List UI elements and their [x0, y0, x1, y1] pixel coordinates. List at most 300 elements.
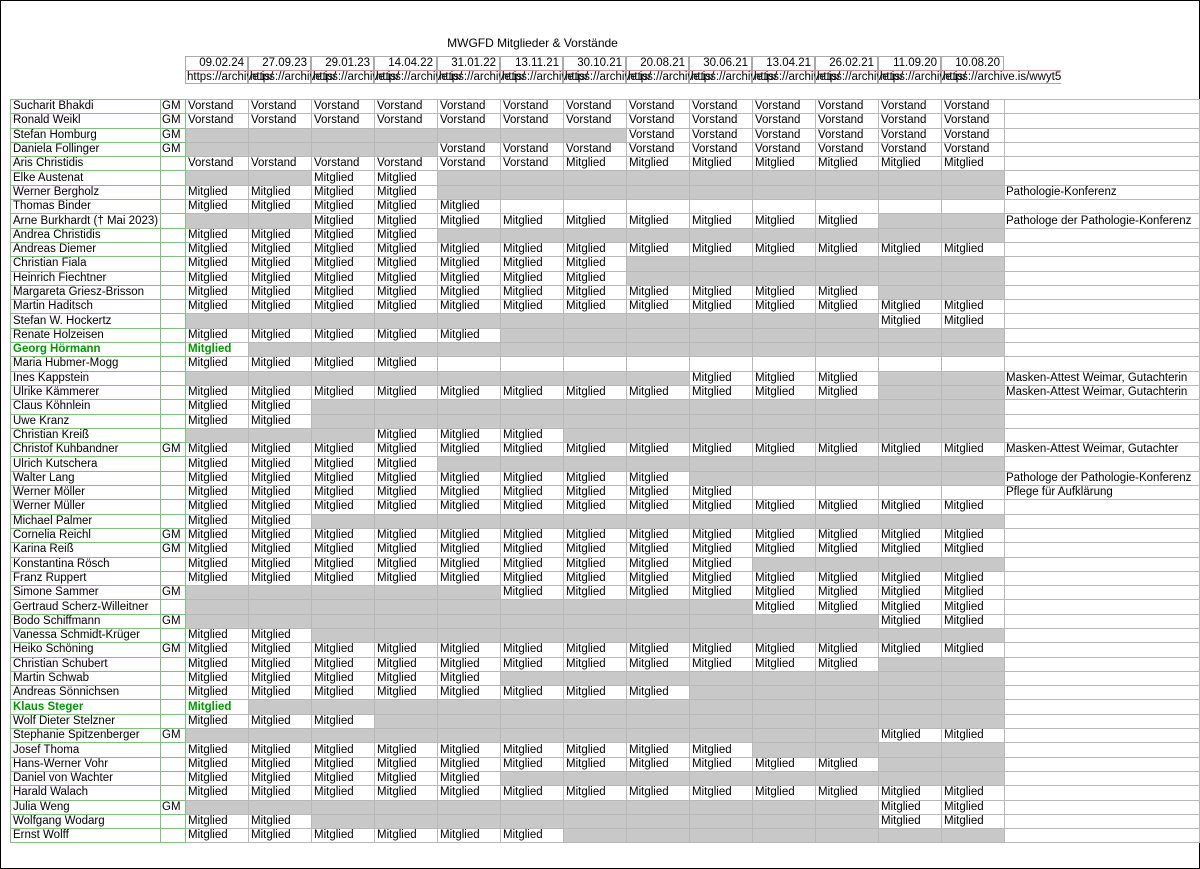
member-name: Simone Sammer: [11, 586, 161, 600]
member-name: Daniel von Wachter: [11, 771, 161, 785]
status-cell: Mitglied: [816, 214, 879, 228]
status-cell: [753, 257, 816, 271]
status-cell: Mitglied: [942, 314, 1005, 328]
note-cell: [1005, 700, 1200, 714]
status-cell: [438, 814, 501, 828]
member-name: Andreas Diemer: [11, 242, 161, 256]
status-cell: [564, 414, 627, 428]
table-row: [11, 457, 1200, 471]
status-cell: [690, 343, 753, 357]
note-cell: [1005, 114, 1200, 128]
status-cell: [816, 228, 879, 242]
status-cell: [312, 400, 375, 414]
status-cell: Mitglied: [564, 557, 627, 571]
status-cell: [690, 700, 753, 714]
status-cell: Mitglied: [564, 757, 627, 771]
status-cell: [816, 800, 879, 814]
member-name: Werner Bergholz: [11, 185, 161, 199]
status-cell: Mitglied: [501, 829, 564, 843]
table-row: [11, 171, 1200, 185]
status-cell: Mitglied: [312, 171, 375, 185]
status-cell: Mitglied: [816, 543, 879, 557]
status-cell: Mitglied: [438, 786, 501, 800]
gm-marker: [161, 671, 186, 685]
status-cell: [627, 771, 690, 785]
status-cell: [942, 457, 1005, 471]
status-cell: Mitglied: [375, 328, 438, 342]
status-cell: Mitglied: [249, 228, 312, 242]
status-cell: [249, 700, 312, 714]
status-cell: Mitglied: [816, 285, 879, 299]
status-cell: Mitglied: [879, 643, 942, 657]
status-cell: Mitglied: [312, 829, 375, 843]
status-cell: Mitglied: [375, 242, 438, 256]
status-cell: [816, 200, 879, 214]
status-cell: [501, 200, 564, 214]
status-cell: Mitglied: [375, 743, 438, 757]
status-cell: [375, 128, 438, 142]
status-cell: Vorstand: [627, 100, 690, 114]
status-cell: Mitglied: [942, 586, 1005, 600]
status-cell: [312, 343, 375, 357]
date-header-cell: 27.09.23: [248, 56, 311, 70]
status-cell: Mitglied: [186, 357, 249, 371]
status-cell: [879, 385, 942, 399]
status-cell: [753, 814, 816, 828]
status-cell: [501, 314, 564, 328]
status-cell: Mitglied: [249, 443, 312, 457]
status-cell: [438, 357, 501, 371]
note-cell: [1005, 786, 1200, 800]
status-cell: Mitglied: [564, 528, 627, 542]
status-cell: [690, 514, 753, 528]
status-cell: Mitglied: [753, 528, 816, 542]
archive-link[interactable]: https://archive.is/: [628, 71, 715, 83]
status-cell: Vorstand: [879, 114, 942, 128]
status-cell: [690, 328, 753, 342]
status-cell: Vorstand: [816, 128, 879, 142]
status-cell: [816, 557, 879, 571]
status-cell: Vorstand: [816, 142, 879, 156]
archive-link[interactable]: https://archive.is/: [880, 71, 967, 83]
note-cell: [1005, 643, 1200, 657]
date-header-cell: 20.08.21: [626, 56, 689, 70]
member-name: Arne Burkhardt († Mai 2023): [11, 214, 161, 228]
member-name: Franz Ruppert: [11, 571, 161, 585]
status-cell: [879, 700, 942, 714]
archive-link[interactable]: https://archive.is/: [565, 71, 652, 83]
status-cell: Vorstand: [438, 114, 501, 128]
status-cell: [690, 471, 753, 485]
status-cell: [879, 829, 942, 843]
status-cell: Mitglied: [312, 571, 375, 585]
status-cell: Mitglied: [312, 214, 375, 228]
member-name: Maria Hubmer-Mogg: [11, 357, 161, 371]
status-cell: Mitglied: [186, 528, 249, 542]
status-cell: Mitglied: [438, 271, 501, 285]
table-row: [11, 571, 1200, 585]
status-cell: Mitglied: [879, 614, 942, 628]
member-name: Cornelia Reichl: [11, 528, 161, 542]
status-cell: [186, 428, 249, 442]
status-cell: [312, 700, 375, 714]
status-cell: Mitglied: [438, 328, 501, 342]
status-cell: [816, 185, 879, 199]
status-cell: Mitglied: [816, 443, 879, 457]
status-cell: Mitglied: [375, 214, 438, 228]
archive-link[interactable]: https://archive.is/: [502, 71, 589, 83]
gm-marker: [161, 786, 186, 800]
table-row: [11, 114, 1200, 128]
status-cell: Mitglied: [312, 200, 375, 214]
status-cell: [879, 557, 942, 571]
status-cell: [690, 314, 753, 328]
status-cell: Mitglied: [690, 285, 753, 299]
status-cell: Mitglied: [249, 628, 312, 642]
status-cell: Mitglied: [438, 686, 501, 700]
status-cell: Vorstand: [690, 128, 753, 142]
status-cell: [375, 314, 438, 328]
status-cell: Mitglied: [690, 757, 753, 771]
status-cell: [375, 586, 438, 600]
members-table: [10, 99, 1200, 843]
status-cell: [690, 686, 753, 700]
table-row: [11, 357, 1200, 371]
status-cell: [879, 171, 942, 185]
status-cell: [690, 414, 753, 428]
note-cell: [1005, 514, 1200, 528]
status-cell: Mitglied: [627, 471, 690, 485]
status-cell: [753, 414, 816, 428]
status-cell: Mitglied: [690, 657, 753, 671]
gm-marker: [161, 385, 186, 399]
status-cell: Mitglied: [375, 300, 438, 314]
status-cell: Mitglied: [186, 200, 249, 214]
table-row: [11, 385, 1200, 399]
status-cell: [627, 314, 690, 328]
status-cell: [564, 228, 627, 242]
status-cell: [564, 514, 627, 528]
status-cell: Mitglied: [312, 743, 375, 757]
table-row: [11, 557, 1200, 571]
status-cell: [879, 343, 942, 357]
status-cell: [753, 743, 816, 757]
status-cell: Mitglied: [753, 214, 816, 228]
member-name: Christian Kreiß: [11, 428, 161, 442]
status-cell: Mitglied: [375, 757, 438, 771]
status-cell: Mitglied: [249, 743, 312, 757]
status-cell: Mitglied: [249, 285, 312, 299]
status-cell: Mitglied: [501, 571, 564, 585]
status-cell: [438, 185, 501, 199]
status-cell: [816, 314, 879, 328]
status-cell: [438, 228, 501, 242]
table-row: [11, 829, 1200, 843]
status-cell: [564, 700, 627, 714]
gm-marker: GM: [161, 128, 186, 142]
status-cell: [753, 185, 816, 199]
status-cell: [501, 628, 564, 642]
status-cell: Mitglied: [438, 486, 501, 500]
status-cell: [627, 614, 690, 628]
table-row: [11, 443, 1200, 457]
gm-marker: [161, 414, 186, 428]
status-cell: Mitglied: [249, 271, 312, 285]
status-cell: [627, 171, 690, 185]
status-cell: Mitglied: [627, 214, 690, 228]
status-cell: Mitglied: [564, 242, 627, 256]
status-cell: [690, 771, 753, 785]
status-cell: Mitglied: [753, 600, 816, 614]
member-name: Sucharit Bhakdi: [11, 100, 161, 114]
date-header-cell: 13.04.21: [752, 56, 815, 70]
status-cell: [690, 400, 753, 414]
status-cell: [816, 271, 879, 285]
status-cell: Mitglied: [249, 571, 312, 585]
status-cell: [879, 400, 942, 414]
archive-link[interactable]: https://archive.is/: [754, 71, 841, 83]
note-cell: [1005, 814, 1200, 828]
archive-link[interactable]: https://archive.is/: [691, 71, 778, 83]
note-cell: Pflege für Aufklärung: [1005, 486, 1200, 500]
status-cell: Mitglied: [501, 486, 564, 500]
table-row: [11, 328, 1200, 342]
status-cell: [942, 628, 1005, 642]
status-cell: [690, 428, 753, 442]
status-cell: Mitglied: [690, 500, 753, 514]
status-cell: Vorstand: [501, 100, 564, 114]
status-cell: [879, 657, 942, 671]
status-cell: Mitglied: [879, 600, 942, 614]
status-cell: [690, 185, 753, 199]
status-cell: Vorstand: [879, 142, 942, 156]
status-cell: Mitglied: [501, 257, 564, 271]
status-cell: [501, 814, 564, 828]
status-cell: Mitglied: [879, 814, 942, 828]
status-cell: [438, 700, 501, 714]
status-cell: [438, 729, 501, 743]
status-cell: Vorstand: [501, 142, 564, 156]
status-cell: Mitglied: [627, 443, 690, 457]
status-cell: Mitglied: [690, 242, 753, 256]
status-cell: [249, 314, 312, 328]
status-cell: Mitglied: [249, 829, 312, 843]
status-cell: [375, 371, 438, 385]
note-cell: [1005, 729, 1200, 743]
status-cell: [816, 257, 879, 271]
status-cell: Mitglied: [879, 571, 942, 585]
status-cell: Mitglied: [312, 686, 375, 700]
note-cell: [1005, 428, 1200, 442]
archive-link[interactable]: https://archive.is/: [439, 71, 526, 83]
gm-marker: [161, 371, 186, 385]
status-cell: [501, 400, 564, 414]
status-cell: Mitglied: [438, 771, 501, 785]
status-cell: [753, 686, 816, 700]
status-cell: Mitglied: [690, 557, 753, 571]
status-cell: [501, 328, 564, 342]
note-cell: [1005, 557, 1200, 571]
archive-link[interactable]: https://archive.is/wwyt5: [943, 71, 1062, 83]
status-cell: Mitglied: [186, 414, 249, 428]
archive-link[interactable]: https://archive.is/: [250, 71, 337, 83]
status-cell: Mitglied: [375, 428, 438, 442]
status-cell: [879, 271, 942, 285]
status-cell: Mitglied: [627, 743, 690, 757]
status-cell: Mitglied: [249, 471, 312, 485]
gm-marker: GM: [161, 614, 186, 628]
status-cell: Mitglied: [564, 657, 627, 671]
status-cell: Vorstand: [753, 100, 816, 114]
status-cell: [564, 428, 627, 442]
member-name: Andrea Christidis: [11, 228, 161, 242]
status-cell: Mitglied: [312, 357, 375, 371]
status-cell: Mitglied: [753, 385, 816, 399]
status-cell: Mitglied: [438, 214, 501, 228]
status-cell: Mitglied: [375, 829, 438, 843]
status-cell: [312, 371, 375, 385]
status-cell: Mitglied: [753, 242, 816, 256]
status-cell: Mitglied: [627, 571, 690, 585]
note-cell: [1005, 328, 1200, 342]
status-cell: Mitglied: [501, 271, 564, 285]
note-cell: [1005, 228, 1200, 242]
status-cell: Vorstand: [501, 114, 564, 128]
status-cell: Mitglied: [501, 543, 564, 557]
status-cell: Mitglied: [816, 757, 879, 771]
table-row: [11, 100, 1200, 114]
status-cell: Mitglied: [249, 257, 312, 271]
status-cell: Mitglied: [564, 786, 627, 800]
status-cell: [249, 171, 312, 185]
table-row: [11, 228, 1200, 242]
archive-link[interactable]: https://archive.is/: [817, 71, 904, 83]
status-cell: Mitglied: [249, 757, 312, 771]
status-cell: Mitglied: [312, 486, 375, 500]
status-cell: Mitglied: [186, 400, 249, 414]
status-cell: Vorstand: [312, 100, 375, 114]
status-cell: Vorstand: [438, 157, 501, 171]
status-cell: [564, 128, 627, 142]
status-cell: Mitglied: [438, 443, 501, 457]
status-cell: [501, 185, 564, 199]
status-cell: [627, 357, 690, 371]
table-row: [11, 200, 1200, 214]
gm-marker: [161, 743, 186, 757]
status-cell: Vorstand: [438, 100, 501, 114]
status-cell: Mitglied: [816, 371, 879, 385]
note-cell: [1005, 829, 1200, 843]
status-cell: Vorstand: [753, 128, 816, 142]
status-cell: [816, 357, 879, 371]
status-cell: [564, 314, 627, 328]
gm-marker: [161, 486, 186, 500]
gm-marker: [161, 285, 186, 299]
status-cell: [564, 771, 627, 785]
status-cell: [753, 328, 816, 342]
status-cell: Mitglied: [375, 271, 438, 285]
status-cell: Mitglied: [879, 528, 942, 542]
note-cell: [1005, 242, 1200, 256]
status-cell: [627, 700, 690, 714]
status-cell: Mitglied: [186, 471, 249, 485]
status-cell: [879, 757, 942, 771]
status-cell: [627, 328, 690, 342]
status-cell: Mitglied: [438, 285, 501, 299]
status-cell: [816, 714, 879, 728]
status-cell: Mitglied: [375, 200, 438, 214]
status-cell: [753, 357, 816, 371]
archive-link[interactable]: https://archive.is/: [187, 71, 274, 83]
status-cell: Mitglied: [690, 486, 753, 500]
status-cell: [186, 314, 249, 328]
archive-link[interactable]: https://archive.is/: [376, 71, 463, 83]
status-cell: Mitglied: [501, 300, 564, 314]
status-cell: [627, 343, 690, 357]
status-cell: [690, 200, 753, 214]
table-row: [11, 257, 1200, 271]
note-cell: [1005, 743, 1200, 757]
member-name: Werner Möller: [11, 486, 161, 500]
table-row: [11, 371, 1200, 385]
note-cell: [1005, 128, 1200, 142]
status-cell: Mitglied: [816, 657, 879, 671]
status-cell: Mitglied: [942, 443, 1005, 457]
table-row: [11, 700, 1200, 714]
gm-marker: [161, 757, 186, 771]
status-cell: [753, 200, 816, 214]
status-cell: [249, 371, 312, 385]
status-cell: Mitglied: [438, 500, 501, 514]
status-cell: Mitglied: [375, 457, 438, 471]
status-cell: Mitglied: [186, 300, 249, 314]
archive-link[interactable]: https://archive.is/: [313, 71, 400, 83]
status-cell: Mitglied: [879, 443, 942, 457]
member-name: Stephanie Spitzenberger: [11, 729, 161, 743]
status-cell: [816, 614, 879, 628]
status-cell: Mitglied: [249, 786, 312, 800]
status-cell: [375, 514, 438, 528]
table-row: [11, 500, 1200, 514]
status-cell: [438, 414, 501, 428]
status-cell: [564, 185, 627, 199]
status-cell: [690, 257, 753, 271]
status-cell: Mitglied: [375, 486, 438, 500]
status-cell: Vorstand: [249, 157, 312, 171]
status-cell: Vorstand: [690, 142, 753, 156]
note-cell: [1005, 271, 1200, 285]
member-name: Ronald Weikl: [11, 114, 161, 128]
gm-marker: GM: [161, 543, 186, 557]
note-cell: [1005, 457, 1200, 471]
status-cell: Mitglied: [879, 786, 942, 800]
status-cell: Mitglied: [375, 228, 438, 242]
status-cell: [627, 414, 690, 428]
status-cell: [627, 729, 690, 743]
status-cell: [816, 343, 879, 357]
member-name: Walter Lang: [11, 471, 161, 485]
status-cell: Mitglied: [879, 500, 942, 514]
status-cell: [816, 829, 879, 843]
status-cell: [501, 171, 564, 185]
status-cell: [942, 714, 1005, 728]
status-cell: Vorstand: [375, 100, 438, 114]
status-cell: Mitglied: [753, 443, 816, 457]
status-cell: Mitglied: [564, 543, 627, 557]
status-cell: [564, 729, 627, 743]
status-cell: [753, 557, 816, 571]
table-row: [11, 657, 1200, 671]
